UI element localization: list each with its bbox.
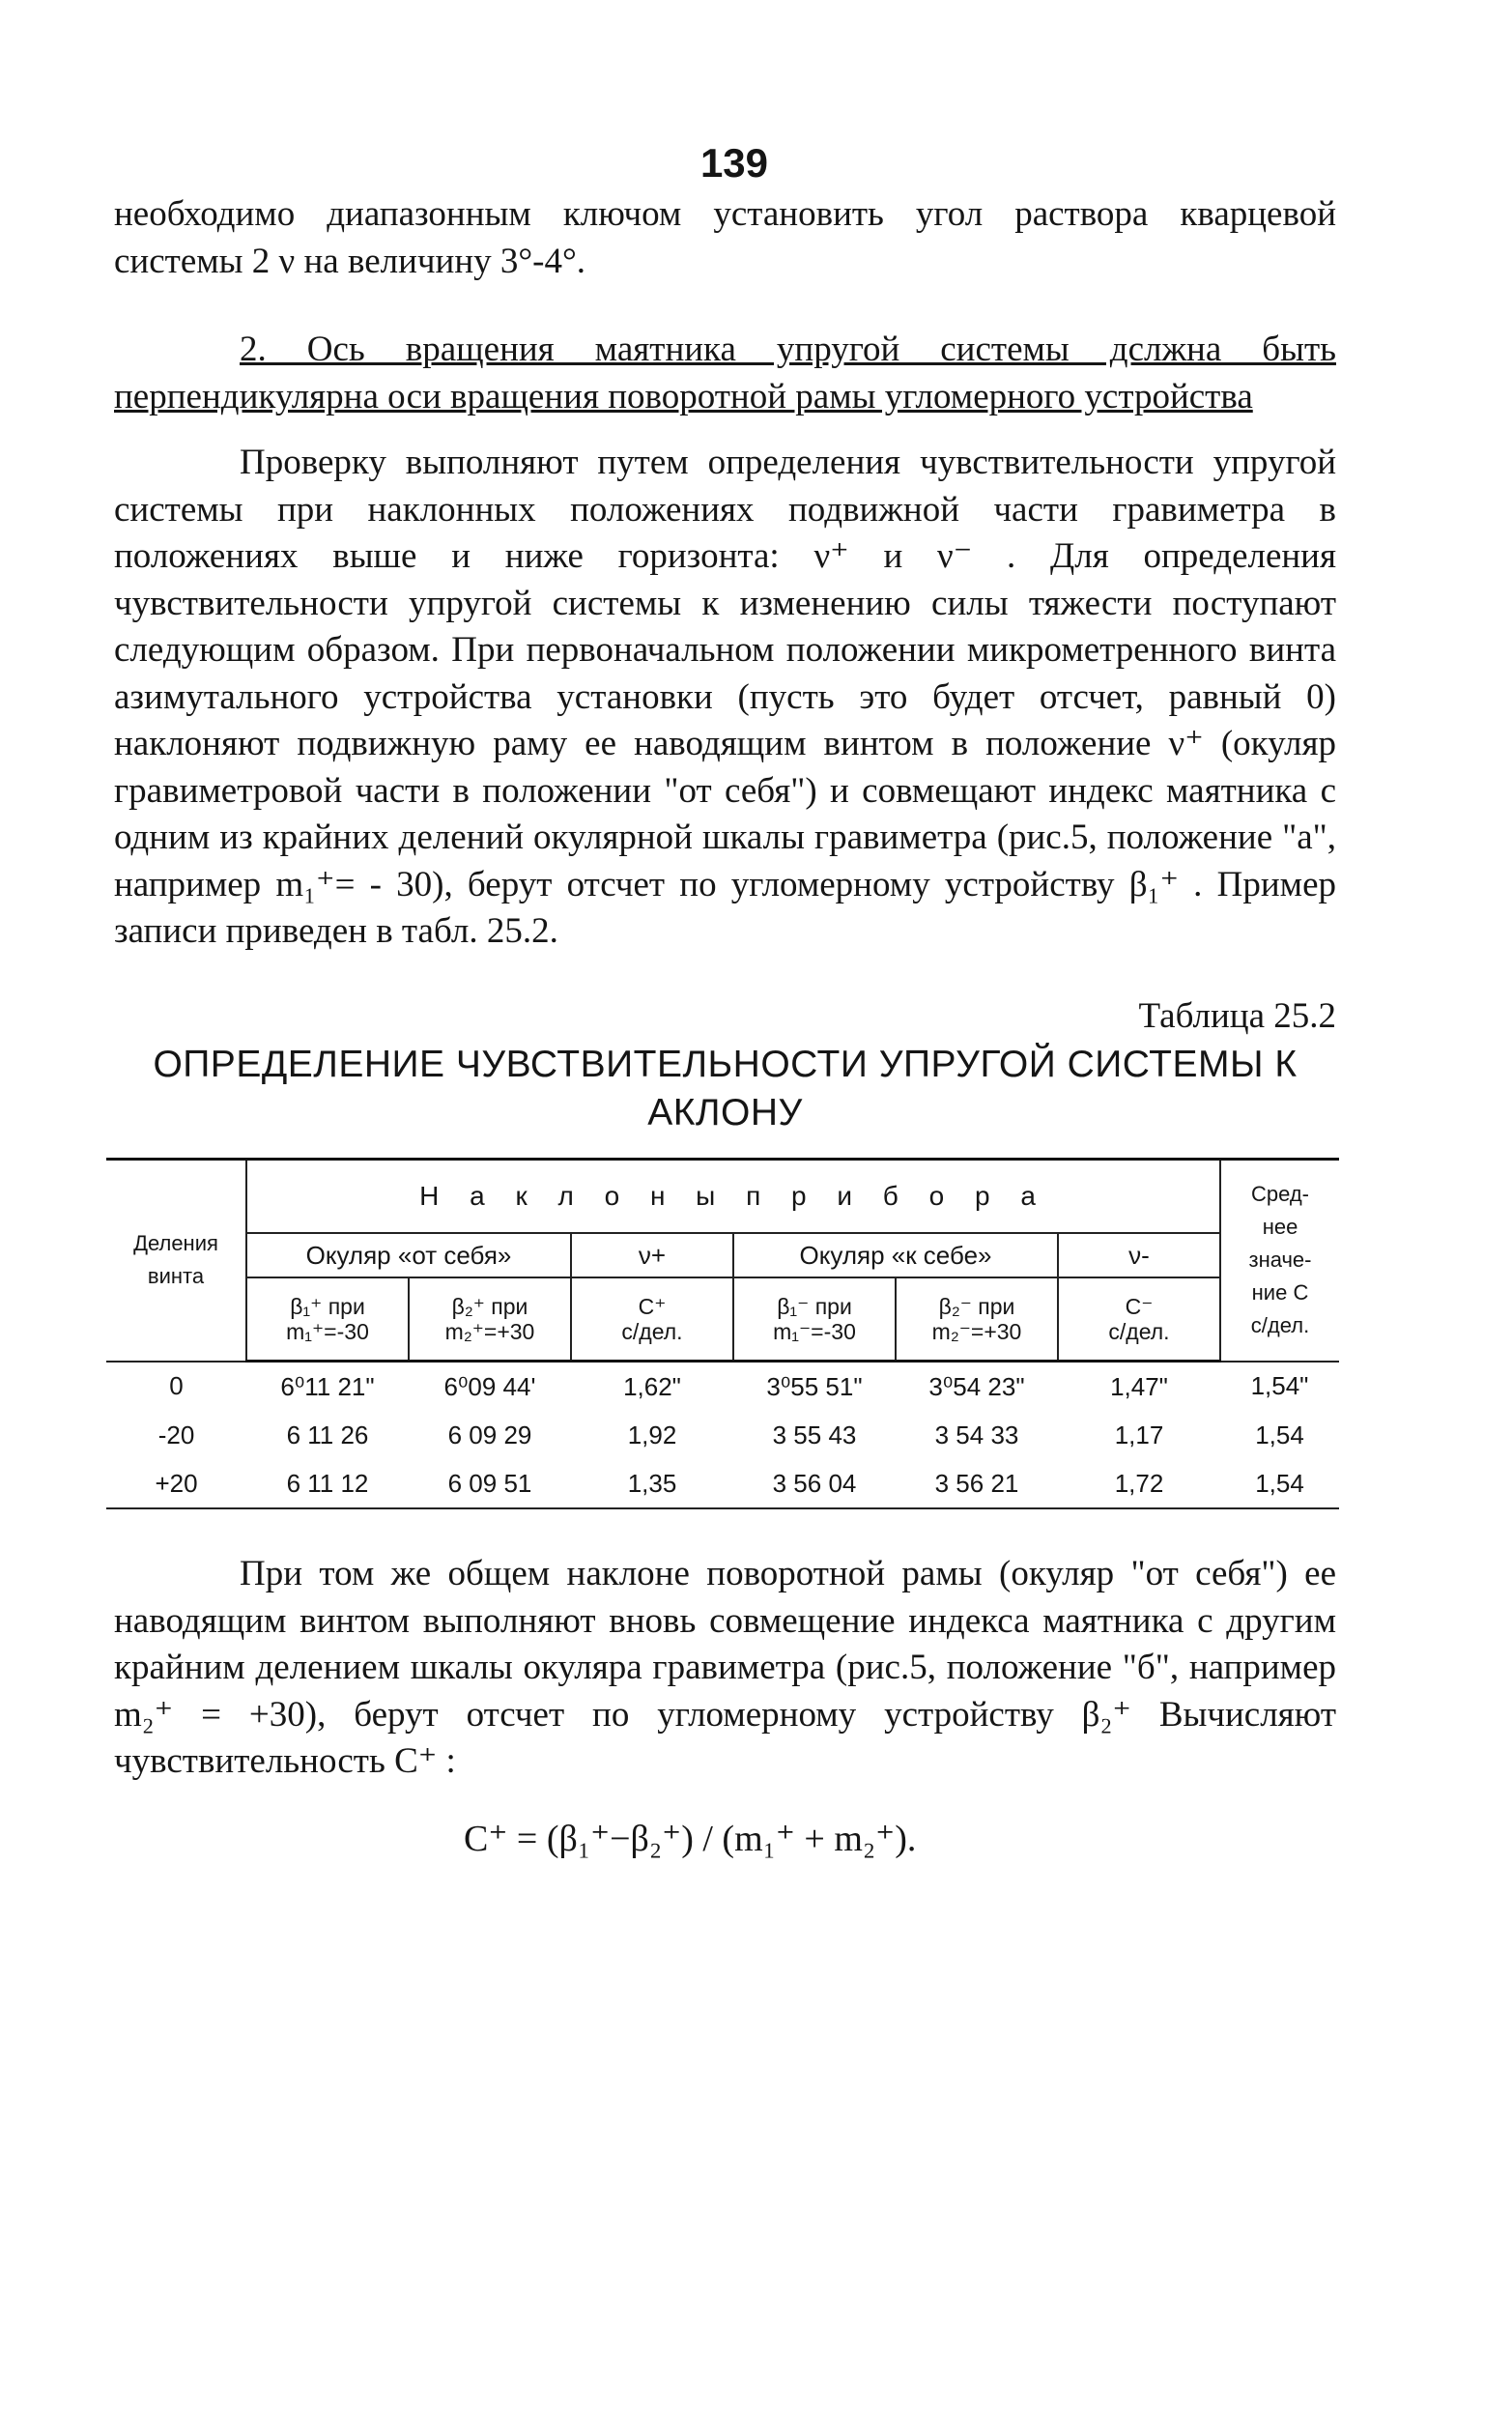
paragraph-procedure: Проверку выполняют путем определения чувствительности упругой системы при наклонных положениях подвижной части гравиметра в положениях выше и ниже горизонта: ν⁺ и ν⁻ . Для определения чувствительности упругой системы к изменению силы тяжести поступают следующим образом. При первоначальном положении микрометренного винта азимутального устройства установки (пусть это будет отсчет, равный 0) наклоняют подвижную раму ее наводящим винтом в положение ν⁺ (окуляр гравиметровой части в положении "от себя") и совмещают индекс маятника с одним из крайних делений окулярной шкалы гравиметра (рис.5, положение "а", например m₁⁺= - 30), берут отсчет по угломерному устройству β₁⁺ . Пример записи приведен в табл. 25.2. — [114, 443, 1336, 951]
sensitivity-table — [106, 1158, 1339, 1509]
header-beta2-plus: β₂⁺ при m₂⁺=+30 — [409, 1277, 571, 1362]
table-cell: 1,54 — [1220, 1459, 1339, 1508]
table-cell: 3 55 43 — [772, 1420, 857, 1449]
table-cell: 6 11 26 — [286, 1420, 369, 1449]
table-title-line-2: АКЛОНУ — [647, 1092, 803, 1133]
header-mean-value: Сред- нее значе- ние С с/дел. — [1220, 1160, 1339, 1362]
header-ocular-from: Окуляр «от себя» — [246, 1233, 571, 1277]
header-ocular-to: Окуляр «к себе» — [733, 1233, 1058, 1277]
table-cell: 1,47" — [1110, 1371, 1168, 1401]
table-cell: 1,92 — [627, 1420, 677, 1449]
table-cell: 6⁰09 44' — [443, 1371, 536, 1401]
table-cell: 3⁰55 51" — [766, 1371, 863, 1401]
table-row — [106, 1362, 1339, 1412]
table-cell: 1,54 — [1255, 1420, 1304, 1449]
header-beta1-plus: β₁⁺ при m₁⁺=-30 — [246, 1277, 409, 1362]
table-cell: 3 56 04 — [733, 1459, 896, 1508]
table-row — [106, 1459, 1339, 1508]
table-cell: -20 — [157, 1420, 195, 1449]
table-caption: Таблица 25.2 — [1138, 996, 1336, 1036]
header-divisions: Деления винта — [106, 1160, 246, 1362]
table-cell: +20 — [106, 1459, 246, 1508]
header-beta1-minus: β₁⁻ при m₁⁻=-30 — [733, 1277, 896, 1362]
header-nu-plus: ν+ — [571, 1233, 733, 1277]
header-nu-minus: ν- — [1058, 1233, 1220, 1277]
page-number: 139 — [699, 140, 769, 186]
table-cell: 6⁰11 21" — [280, 1371, 375, 1401]
table-cell: 1,62" — [623, 1371, 681, 1401]
header-c-minus: С⁻ с/дел. — [1058, 1277, 1220, 1362]
table-title-line-1: ОПРЕДЕЛЕНИЕ ЧУВСТВИТЕЛЬНОСТИ УПРУГОЙ СИСТЕМЫ К — [153, 1044, 1298, 1085]
header-c-plus: С⁺ с/дел. — [571, 1277, 733, 1362]
table-cell: 1,72 — [1058, 1459, 1220, 1508]
paragraph-second-reading: При том же общем наклоне поворотной рамы (окуляр "от себя") ее наводящим винтом выполняют вновь совмещение индекса маятника с другим крайним делением шкалы окуляра гравиметра (рис.5, положение "б", например m₂⁺ = +30), берут отсчет по угломерному устройству β₂⁺ Вычисляют чувствительность С⁺ : — [114, 1554, 1336, 1781]
table-cell: 0 — [169, 1371, 184, 1401]
header-beta2-minus: β₂⁻ при m₂⁻=+30 — [896, 1277, 1058, 1362]
table-cell: 1,17 — [1114, 1420, 1164, 1449]
table-cell: 6 09 29 — [447, 1420, 532, 1449]
table-cell: 1,35 — [571, 1459, 733, 1508]
sensitivity-formula: С⁺ = (β₁⁺−β₂⁺) / (m₁⁺ + m₂⁺). — [464, 1819, 917, 1859]
table-title — [114, 1041, 1336, 1137]
table-row — [106, 1411, 1339, 1459]
table-cell: 3⁰54 23" — [928, 1371, 1025, 1401]
header-instrument-tilts: Н а к л о н ы п р и б о р а — [246, 1160, 1220, 1234]
paragraph-intro: необходимо диапазонным ключом установить угол раствора кварцевой системы 2 ν на величину 3°-4°. — [114, 194, 1336, 281]
table-cell: 3 56 21 — [896, 1459, 1058, 1508]
paragraph-axis-requirement: 2. Ось вращения маятника упругой системы дслжна быть перпендикулярна оси вращения поворотной рамы угломерного устройства — [114, 330, 1336, 416]
table-cell: 6 09 51 — [409, 1459, 571, 1508]
table-cell: 1,54" — [1250, 1371, 1309, 1401]
table-cell: 3 54 33 — [934, 1420, 1019, 1449]
table-cell: 6 11 12 — [246, 1459, 409, 1508]
